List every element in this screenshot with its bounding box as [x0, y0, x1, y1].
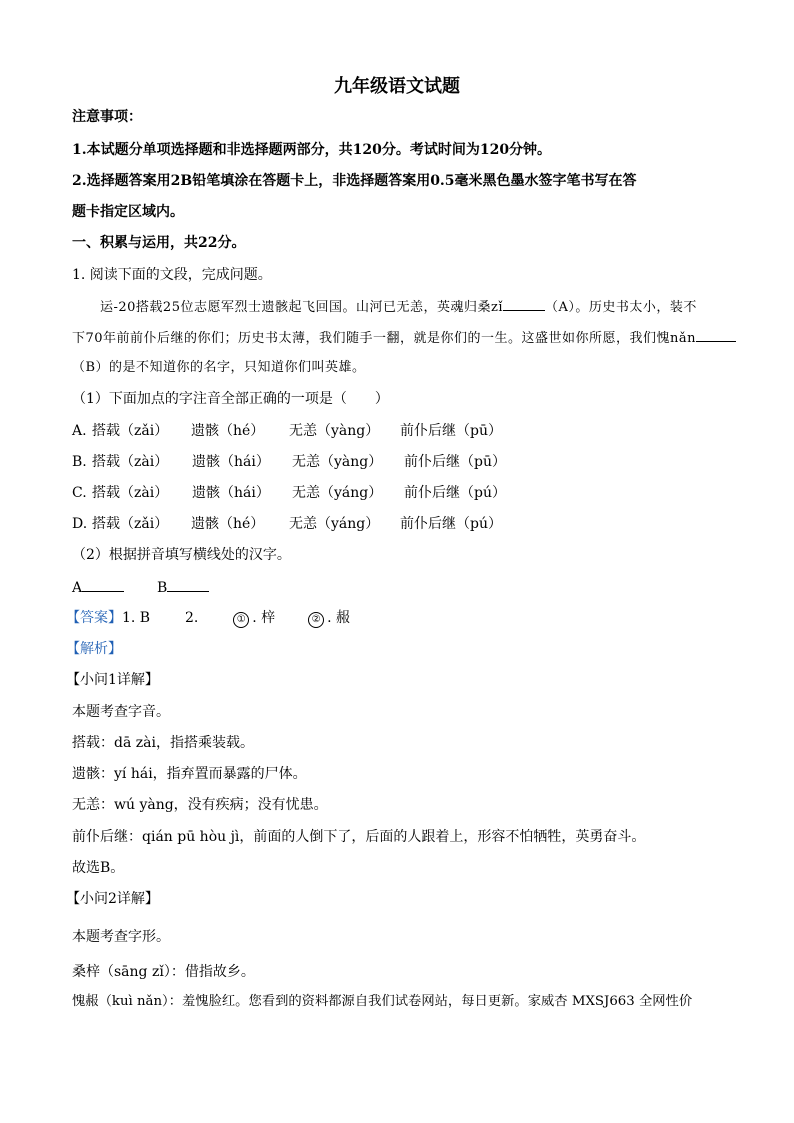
option-item: 遗骸（hái） — [192, 454, 270, 470]
option-item: 无恙（yàng） — [292, 454, 383, 470]
passage-line-2-text: 下70年前前仆后继的你们；历史书太薄，我们随手一翻，就是你们的一生。这盛世如你所愿，我们愧nǎn — [72, 331, 697, 346]
answer-2-label: 2. — [185, 610, 199, 626]
detail-line: 搭载：dā zài，指搭乘装载。 — [72, 735, 254, 751]
option-item: 无恙（yàng） — [289, 423, 380, 439]
analysis-tag: 【解析】 — [66, 641, 122, 657]
answer-1: 1. B — [122, 610, 151, 626]
passage-line-1 — [100, 296, 697, 318]
option-item: 遗骸（hé） — [191, 516, 265, 532]
blank-a-line — [503, 296, 545, 311]
detail-line: 愧赧（kuì nǎn）：羞愧脸红。您看到的资料都源自我们试卷网站，每日更新。家威杏 MXSJ663 全网性价 — [72, 994, 693, 1009]
sub-question-2: （2）根据拼音填写横线处的汉字。 — [72, 547, 291, 563]
answer-2-value-2: . 赧 — [327, 610, 350, 626]
option-letter: A. — [72, 423, 87, 439]
notice-item-1: 1.本试题分单项选择题和非选择题两部分，共120分。考试时间为120分钟。 — [72, 142, 552, 158]
passage-line-1-text-a: 运-20搭载25位志愿军烈士遗骸起飞回国。山河已无恙，英魂归桑zǐ — [100, 300, 503, 315]
answer-tag: 【答案】 — [66, 610, 122, 626]
sub-question-1: （1）下面加点的字注音全部正确的一项是（ ） — [72, 391, 389, 407]
option-item: 遗骸（hái） — [192, 485, 270, 501]
option-item: 前仆后继（pú） — [404, 485, 506, 501]
option-item: 搭载（zài） — [92, 485, 169, 501]
blank-a-label: A — [72, 580, 83, 596]
detail-line: 前仆后继：qián pū hòu jì，前面的人倒下了，后面的人跟着上，形容不怕牺牲，英勇奋斗。 — [72, 829, 646, 845]
blank-b-label: B — [157, 580, 168, 596]
page-title: 九年级语文试题 — [334, 76, 460, 97]
option-item: 搭载（zǎi） — [92, 516, 169, 532]
option-item: 搭载（zài） — [92, 454, 169, 470]
option-item: 前仆后继（pū） — [404, 454, 506, 470]
blank-a-answer-line — [82, 577, 124, 592]
detail-line: 故选B。 — [72, 860, 125, 876]
fill-blanks — [72, 577, 209, 598]
detail-line: 本题考查字形。 — [72, 929, 170, 945]
notice-item-2-line-2: 题卡指定区域内。 — [72, 204, 184, 220]
option-item: 无恙（yáng） — [292, 485, 383, 501]
answer-number-1: ① — [233, 612, 249, 628]
detail-line: 遗骸：yí hái，指弃置而暴露的尸体。 — [72, 766, 307, 782]
notice-item-2-line-1: 2.选择题答案用2B铅笔填涂在答题卡上，非选择题答案用0.5毫米黑色墨水签字笔书写在答 — [72, 173, 637, 189]
blank-b-answer-line — [167, 577, 209, 592]
detail-line: 无恙：wú yàng，没有疾病；没有忧患。 — [72, 797, 328, 813]
passage-line-2 — [72, 327, 736, 349]
option-item: 遗骸（hé） — [191, 423, 265, 439]
option-item: 无恙（yáng） — [289, 516, 380, 532]
option-letter: B. — [72, 454, 87, 470]
sub-2-detail-heading: 【小问2详解】 — [66, 891, 159, 907]
section-1-title: 一、积累与运用，共22分。 — [72, 235, 246, 251]
option-letter: C. — [72, 485, 87, 501]
question-1-stem: 1. 阅读下面的文段，完成问题。 — [72, 267, 272, 283]
detail-line: 本题考查字音。 — [72, 704, 170, 720]
notice-heading: 注意事项： — [72, 109, 142, 125]
option-letter: D. — [72, 516, 88, 532]
option-item: 搭载（zǎi） — [92, 423, 169, 439]
answer-line — [66, 608, 350, 628]
answer-number-2: ② — [308, 612, 324, 628]
blank-b-line — [696, 327, 736, 342]
sub-1-detail-heading: 【小问1详解】 — [66, 672, 159, 688]
answer-2-value-1: . 梓 — [252, 610, 276, 626]
passage-line-1-text-b: （A）。历史书太小，装不 — [544, 300, 697, 315]
option-item: 前仆后继（pū） — [400, 423, 502, 439]
passage-line-3: （B）的是不知道你的名字，只知道你们叫英雄。 — [72, 360, 366, 375]
detail-line: 桑梓（sāng zǐ）：借指故乡。 — [72, 964, 255, 980]
option-item: 前仆后继（pú） — [400, 516, 502, 532]
